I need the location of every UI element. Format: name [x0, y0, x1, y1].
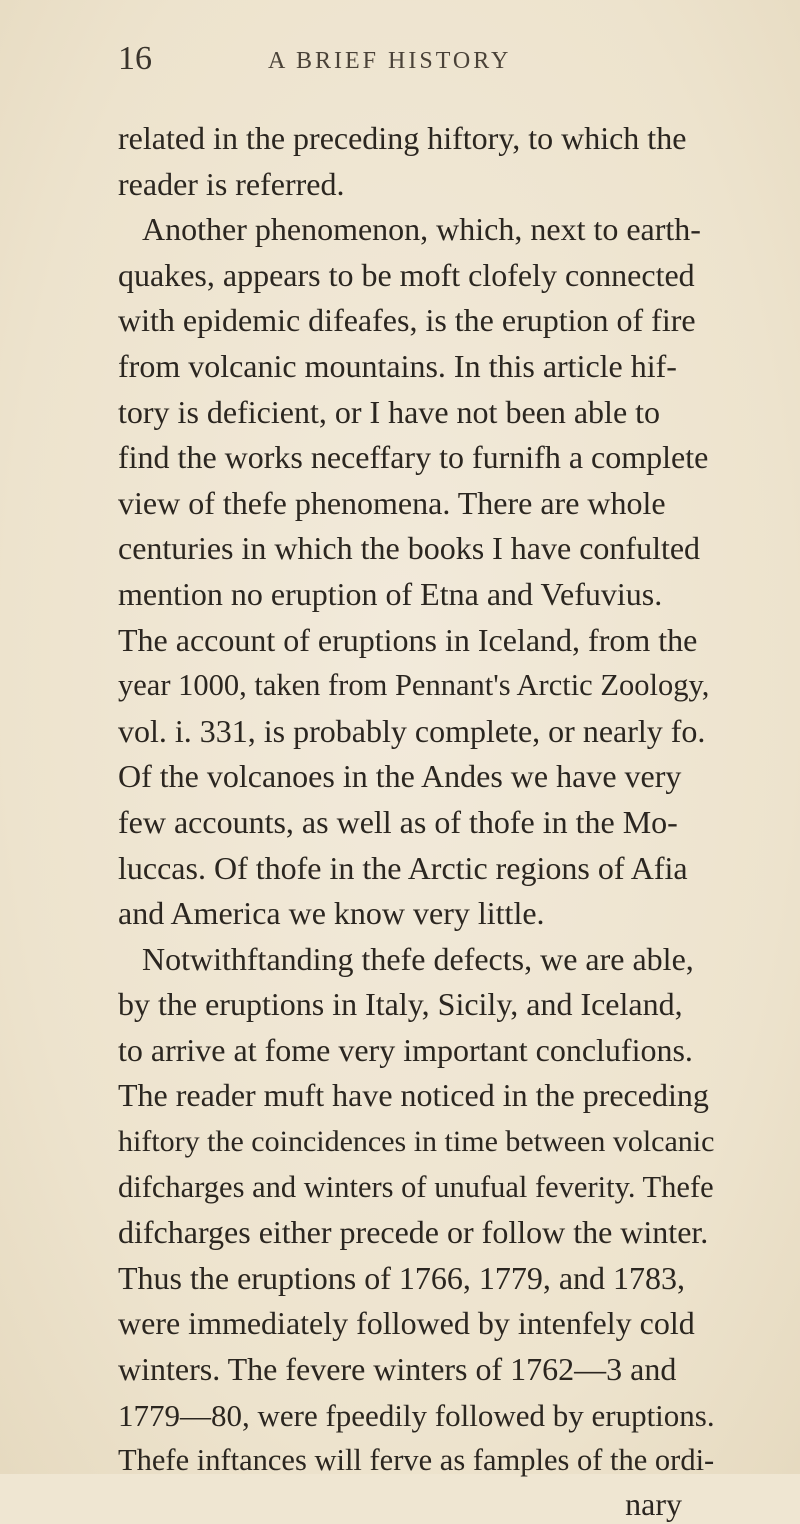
text-line: The reader muft have noticed in the preceding — [118, 1077, 709, 1114]
text-line: by the eruptions in Italy, Sicily, and Iceland, — [118, 986, 683, 1023]
text-line: Of the volcanoes in the Andes we have very — [118, 758, 682, 795]
text-line: from volcanic mountains. In this article hif- — [118, 347, 677, 384]
text-line: Thefe inftances will ferve as famples of the ordi- — [118, 1443, 715, 1478]
text-line: find the works neceffary to furnifh a complete — [118, 439, 709, 476]
text-line: related in the preceding hiftory, to which the — [118, 120, 687, 156]
text-line: Notwithftanding thefe defects, we are able, — [142, 940, 694, 977]
body-text — [118, 116, 718, 1524]
text-line: view of thefe phenomena. There are whole — [118, 484, 666, 521]
text-line: were immediately followed by intenfely cold — [118, 1305, 695, 1342]
text-line: centuries in which the books I have confulted — [118, 530, 701, 567]
text-line: difcharges and winters of unufual feverity. Thefe — [118, 1169, 714, 1204]
text-line: mention no eruption of Etna and Vefuvius. — [118, 575, 663, 612]
text-line: The account of eruptions in Iceland, from the — [118, 621, 698, 658]
text-line: Thus the eruptions of 1766, 1779, and 1783, — [118, 1259, 686, 1296]
running-head: A BRIEF HISTORY — [268, 48, 512, 74]
text-line: with epidemic difeafes, is the eruption of fire — [118, 302, 696, 339]
text-line: vol. i. 331, is probably complete, or nearly fo. — [118, 712, 706, 749]
text-line: luccas. Of thofe in the Arctic regions of Afia — [118, 849, 688, 886]
text-line: hiftory the coincidences in time between volcanic — [118, 1125, 715, 1159]
text-line: few accounts, as well as of thofe in the Mo- — [118, 803, 678, 840]
text-line: 1779—80, were fpeedily followed by eruptions. — [118, 1397, 715, 1433]
text-line: to arrive at fome very important conclufions. — [118, 1031, 693, 1068]
page-header — [118, 40, 718, 90]
text-line: tory is deficient, or I have not been able to — [118, 393, 661, 430]
text-line: year 1000, taken from Pennant's Arctic Zoology, — [118, 668, 710, 703]
text-line: reader is referred. — [118, 165, 345, 202]
text-line: quakes, appears to be moft clofely connected — [118, 256, 695, 293]
text-line: difcharges either precede or follow the winter. — [118, 1214, 709, 1251]
catchword: nary — [625, 1485, 682, 1522]
page-number: 16 — [118, 40, 152, 77]
text-line: Another phenomenon, which, next to earth- — [142, 211, 701, 248]
text-line: and America we know very little. — [118, 895, 545, 932]
text-line: winters. The fevere winters of 1762—3 and — [118, 1351, 677, 1388]
